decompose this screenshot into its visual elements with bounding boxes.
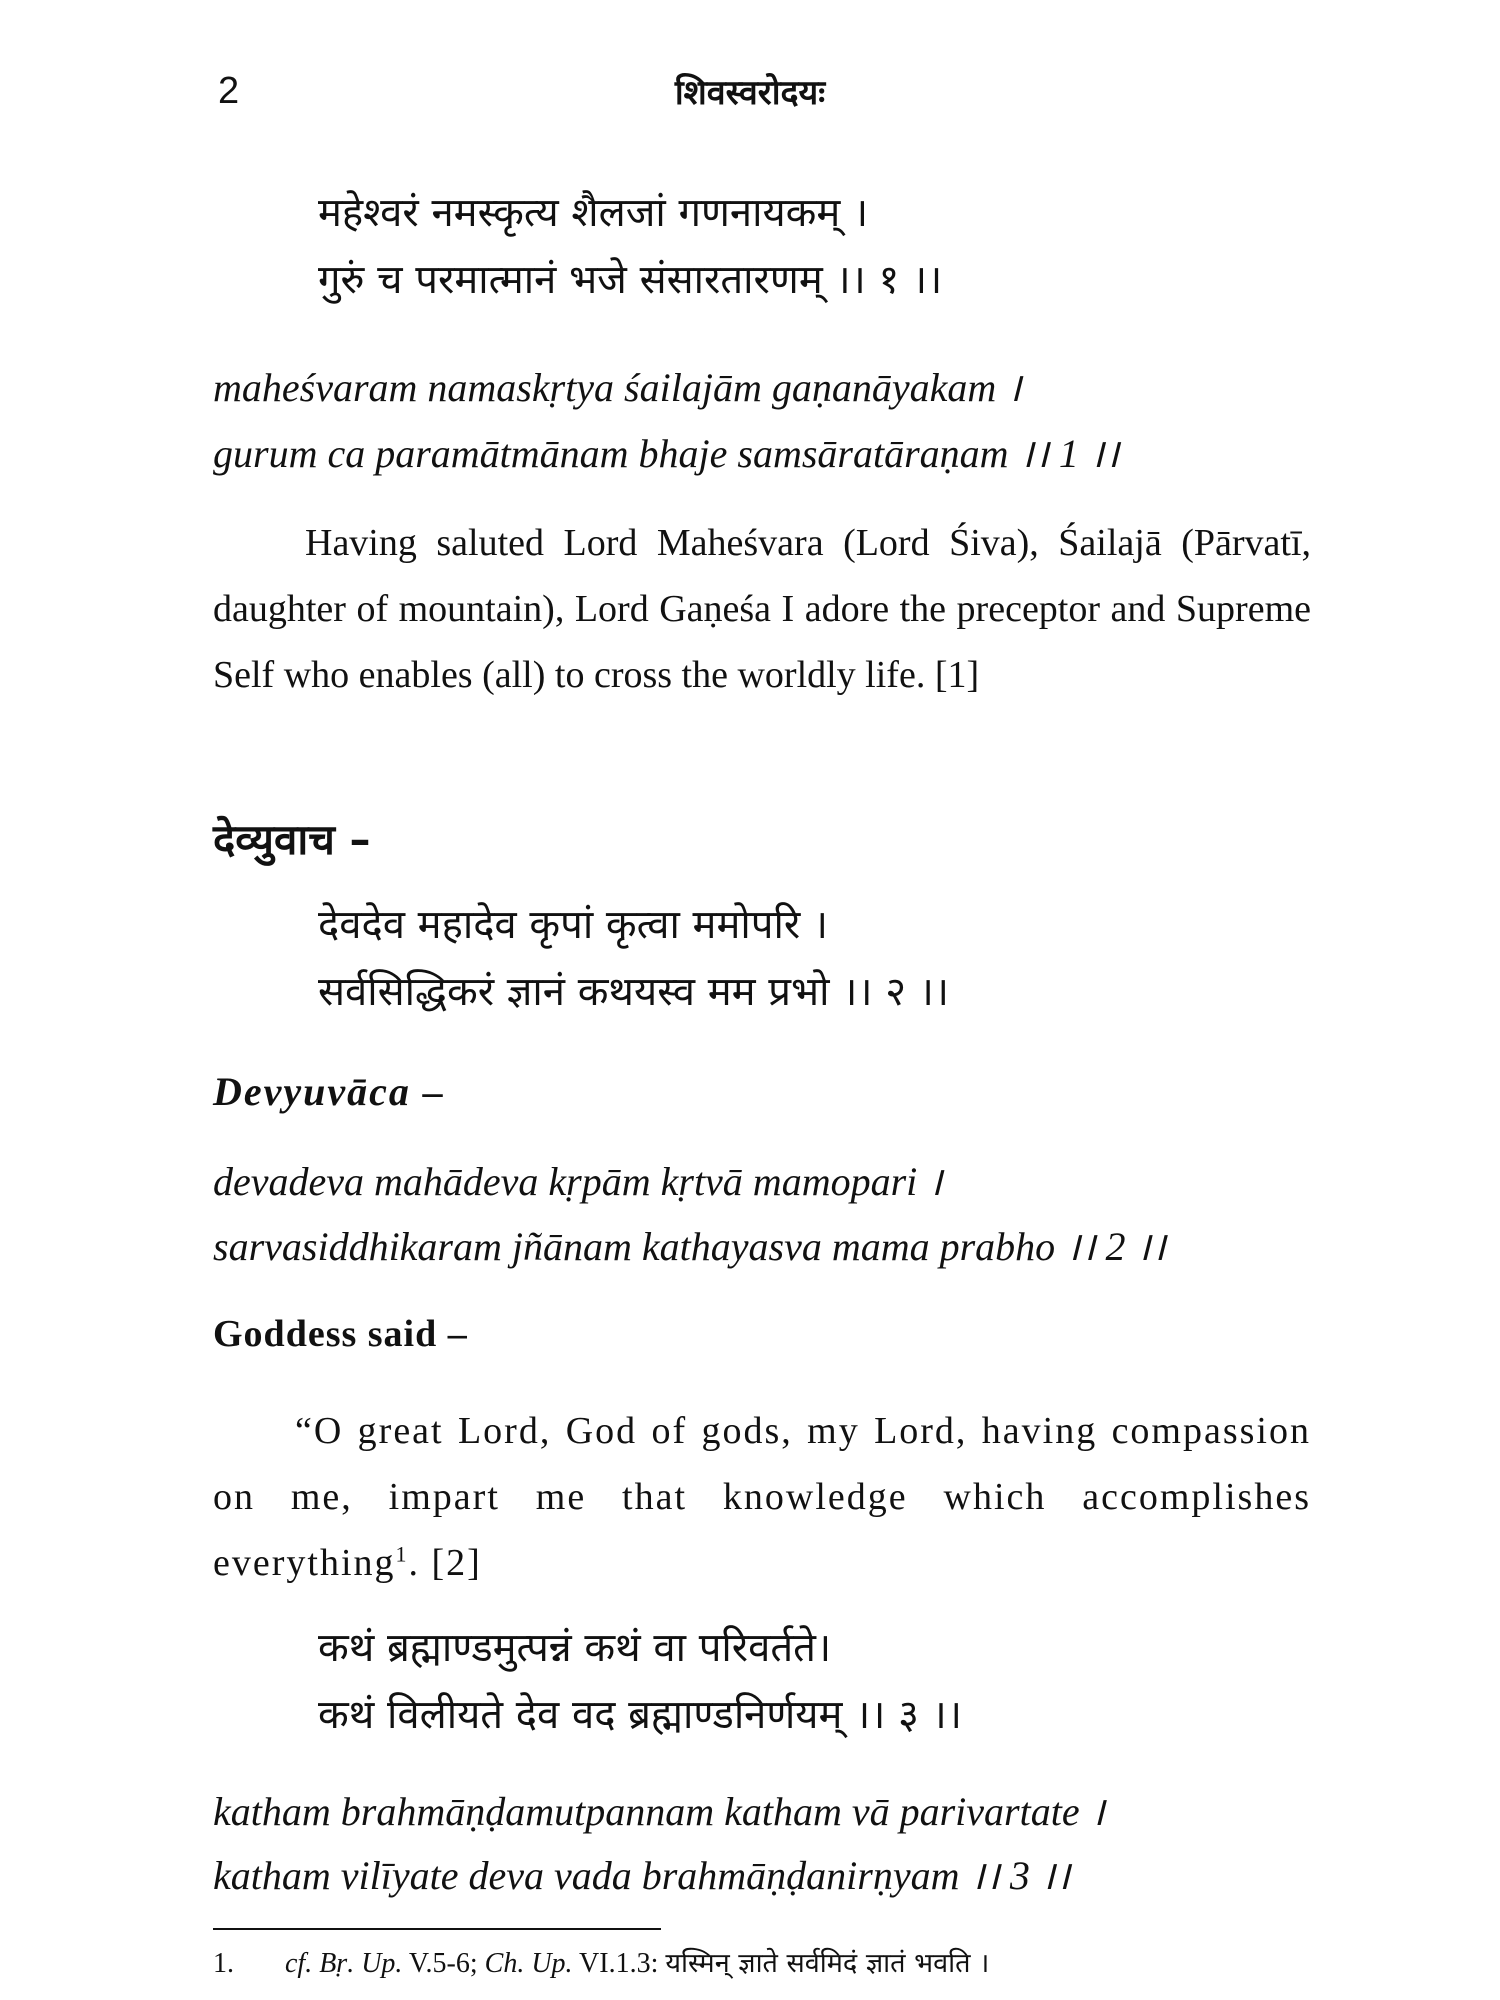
footnote-ref2-location: VI.1.3: xyxy=(572,1948,666,1979)
footnote-ref1-location: V.5-6; xyxy=(402,1948,485,1979)
running-title: शिवस्वरोदयः xyxy=(674,73,826,113)
verse2-translation-end: . [2] xyxy=(408,1542,482,1584)
page-number: 2 xyxy=(218,70,240,112)
verse2-transliteration-line2: sarvasiddhikaram jñānam kathayasva mama prabho ।। 2 ।। xyxy=(213,1224,1166,1269)
footnote-rule xyxy=(213,1928,661,1930)
verse1-translation: Having saluted Lord Maheśvara (Lord Śiva), Śailajā (Pārvatī, daughter of mountain), Lord Gaṇeśa I adore the preceptor and Supreme Self who enables (all) to cross the worldly life. [1] xyxy=(213,522,1311,696)
verse3-devanagari-line2: कथं विलीयते देव वद ब्रह्माण्डनिर्णयम् ।। ३ ।। xyxy=(318,1692,963,1738)
verse2-transliteration-line1: devadeva mahādeva kṛpām kṛtvā mamopari । xyxy=(213,1159,943,1204)
verse2-devanagari-line1: देवदेव महादेव कृपां कृत्वा ममोपरि । xyxy=(318,902,829,948)
verse1-transliteration-line2: gurum ca paramātmānam bhaje samsāratāraṇam ।। 1 ।। xyxy=(213,431,1120,476)
verse3-transliteration-line2: katham vilīyate deva vada brahmāṇḍanirṇyam ।। 3 ।। xyxy=(213,1853,1071,1898)
verse2-speaker-devanagari: देव्युवाच – xyxy=(213,815,371,864)
footnote-quote: यस्मिन् ज्ञाते सर्वमिदं ज्ञातं भवति । xyxy=(665,1948,990,1979)
verse3-transliteration-line1: katham brahmāṇḍamutpannam katham vā parivartate । xyxy=(213,1789,1105,1834)
verse2-translation-text: “O great Lord, God of gods, my Lord, having compassion on me, impart me that knowledge which accomplishes everything xyxy=(213,1410,1311,1584)
footnote-ref2: Ch. Up. xyxy=(484,1948,573,1979)
footnote-marker: 1 xyxy=(395,1541,409,1567)
verse1-transliteration-line1: maheśvaram namaskṛtya śailajām gaṇanāyakam । xyxy=(213,365,1022,410)
verse2-devanagari-line2: सर्वसिद्धिकरं ज्ञानं कथयस्व मम प्रभो ।। २ ।। xyxy=(318,969,950,1015)
verse1-devanagari-line2: गुरुं च परमात्मानं भजे संसारतारणम् ।। १ ।। xyxy=(318,257,943,303)
verse2-speaker-english: Goddess said – xyxy=(213,1313,468,1355)
verse2-speaker-transliteration: Devyuvāca – xyxy=(213,1069,445,1114)
footnote xyxy=(213,1943,989,1980)
footnote-number: 1. xyxy=(213,1948,234,1979)
verse1-devanagari-line1: महेश्वरं नमस्कृत्य शैलजां गणनायकम् । xyxy=(318,190,869,236)
verse3-devanagari-line1: कथं ब्रह्माण्डमुत्पन्नं कथं वा परिवर्तते। xyxy=(318,1625,832,1671)
verse2-translation xyxy=(213,1398,1311,1596)
footnote-ref1: cf. Bṛ. Up. xyxy=(285,1948,403,1979)
